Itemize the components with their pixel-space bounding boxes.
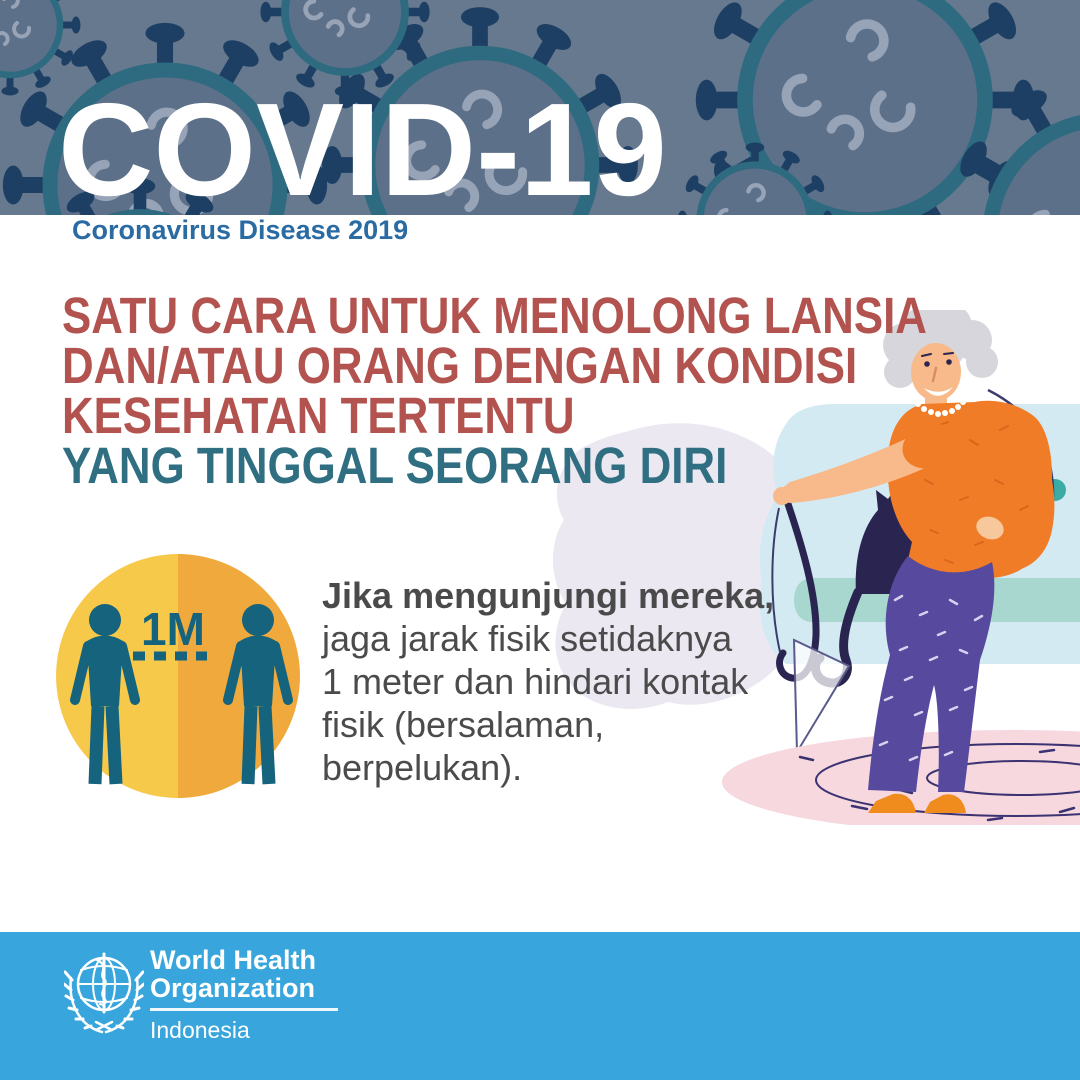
headline-line-4: YANG TINGGAL SEORANG DIRI xyxy=(62,437,728,494)
headline xyxy=(62,287,1068,494)
footer-band xyxy=(0,932,1080,1080)
who-name xyxy=(150,946,338,1042)
headline-line-1: SATU CARA UNTUK MENOLONG LANSIA xyxy=(62,287,927,344)
message-line: 1 meter dan hindari kontak xyxy=(322,661,749,702)
message-lead: Jika mengunjungi mereka, xyxy=(322,575,775,616)
two-people-one-meter-distance-icon xyxy=(55,553,301,799)
who-name-line-2: Organization xyxy=(150,973,316,1003)
covid-title: COVID-19 xyxy=(58,76,667,223)
who-name-line-1: World Health xyxy=(150,945,317,975)
message-line: berpelukan). xyxy=(322,747,523,788)
message-block xyxy=(322,574,774,789)
message-line: fisik (bersalaman, xyxy=(322,704,605,745)
headline-line-2: DAN/ATAU ORANG DENGAN KONDISI xyxy=(62,337,858,394)
who-emblem-icon xyxy=(64,942,144,1037)
headline-line-3: KESEHATAN TERTENTU xyxy=(62,387,575,444)
who-country: Indonesia xyxy=(150,1017,250,1043)
one-meter-label: 1M xyxy=(141,603,205,655)
divider xyxy=(150,1008,338,1011)
covid-subtitle: Coronavirus Disease 2019 xyxy=(72,215,409,245)
message-line: jaga jarak fisik setidaknya xyxy=(322,618,733,659)
